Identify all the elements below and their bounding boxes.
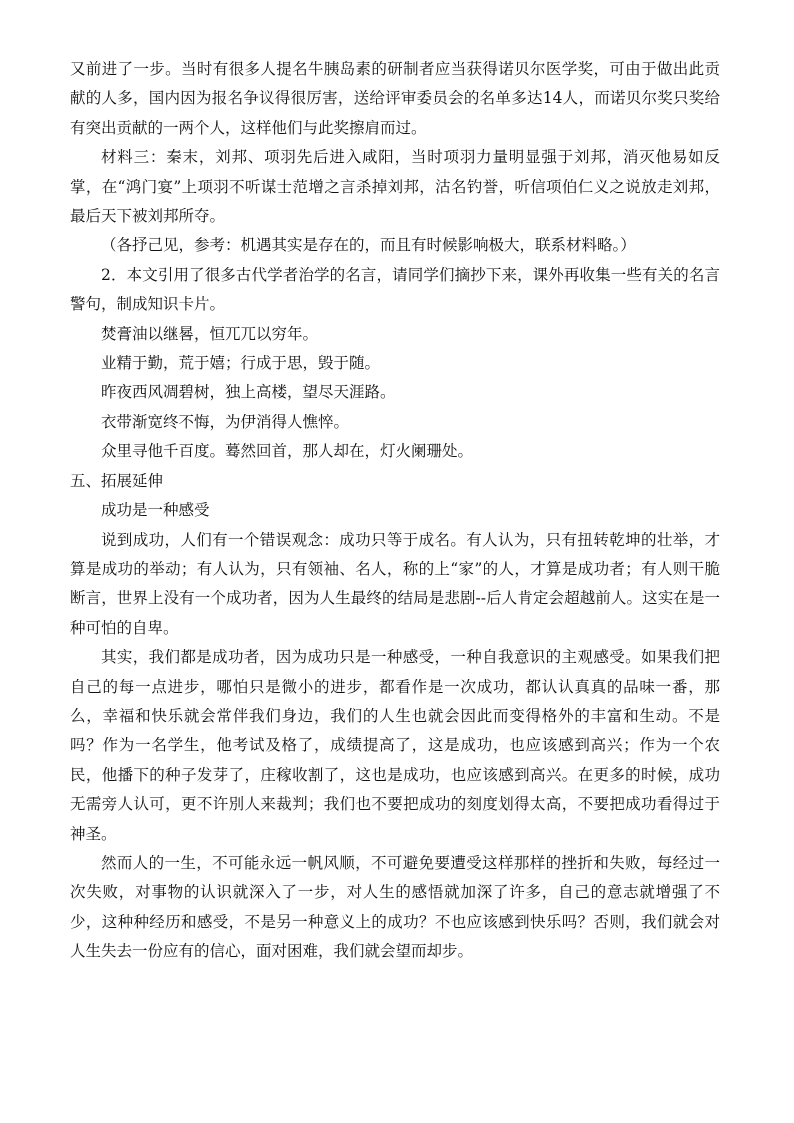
- paragraph-answer-note: （各抒己见，参考：机遇其实是存在的，而且有时候影响极大，联系材料略。）: [101, 236, 636, 255]
- essay-paragraph: 然而人的一生，不可能永远一帆风顺，不可避免要遭受这样那样的挫折和失败，每经过一次失败，对事物的认识就深入了一步，对人生的感悟就加深了许多，自己的意志就增强了不少，这种种经历和感受，不是另一种意义上的成功？不也应该感到快乐吗？否则，我们就会对人生失去一份应有的信心，面对困难，我们就会望而却步。: [70, 853, 720, 961]
- document-body: [70, 55, 720, 967]
- quote-line: 众里寻他千百度。蓦然回首，那人却在，灯火阑珊处。: [101, 442, 474, 461]
- quote-line: 昨夜西风凋碧树，独上高楼，望尽天涯路。: [101, 383, 396, 402]
- paragraph-material-three: 材料三：秦末，刘邦、项羽先后进入咸阳，当时项羽力量明显强于刘邦，消灭他易如反掌，在“鸿门宴”上项羽不听谋士范增之言杀掉刘邦，沽名钓誉，听信项伯仁义之说放走刘邦，最后天下被刘邦所夺。: [70, 148, 720, 226]
- quote-line: 衣带渐宽终不悔，为伊消得人憔悴。: [101, 412, 350, 431]
- essay-title: 成功是一种感受: [101, 501, 210, 520]
- quote-line: 业精于勤，荒于嬉；行成于思，毁于随。: [101, 354, 381, 373]
- section-heading: 五、拓展延伸: [70, 471, 164, 490]
- paragraph-continuation: 又前进了一步。当时有很多人提名牛胰岛素的研制者应当获得诺贝尔医学奖，可由于做出此贡献的人多，国内因为报名争议得很厉害，送给评审委员会的名单多达14人，而诺贝尔奖只奖给有突出贡献的一两个人，这样他们与此奖擦肩而过。: [70, 60, 720, 137]
- quote-line: 焚膏油以继晷，恒兀兀以穷年。: [101, 324, 319, 343]
- paragraph-question-two: 2．本文引用了很多古代学者治学的名言，请同学们摘抄下来，课外再收集一些有关的名言警句，制成知识卡片。: [70, 265, 720, 314]
- essay-paragraph: 其实，我们都是成功者，因为成功只是一种感受，一种自我意识的主观感受。如果我们把自己的每一点进步，哪怕只是微小的进步，都看作是一次成功，都认认真真的品味一番，那么，幸福和快乐就会常伴我们身边，我们的人生也就会因此而变得格外的丰富和生动。不是吗？作为一名学生，他考试及格了，成绩提高了，这是成功，也应该感到高兴；作为一个农民，他播下的种子发芽了，庄稼收割了，这也是成功，也应该感到高兴。在更多的时候，成功无需旁人认可，更不许別人来裁判；我们也不要把成功的刻度划得太高，不要把成功看得过于神圣。: [70, 648, 720, 843]
- essay-paragraph: 说到成功，人们有一个错误观念：成功只等于成名。有人认为，只有扭转乾坤的壮举，才算是成功的举动；有人认为，只有领袖、名人，称的上“家”的人，才算是成功者；有人则干脆断言，世界上没有一个成功者，因为人生最终的结局是悲剧--后人肯定会超越前人。这实在是一种可怕的自卑。: [70, 530, 720, 637]
